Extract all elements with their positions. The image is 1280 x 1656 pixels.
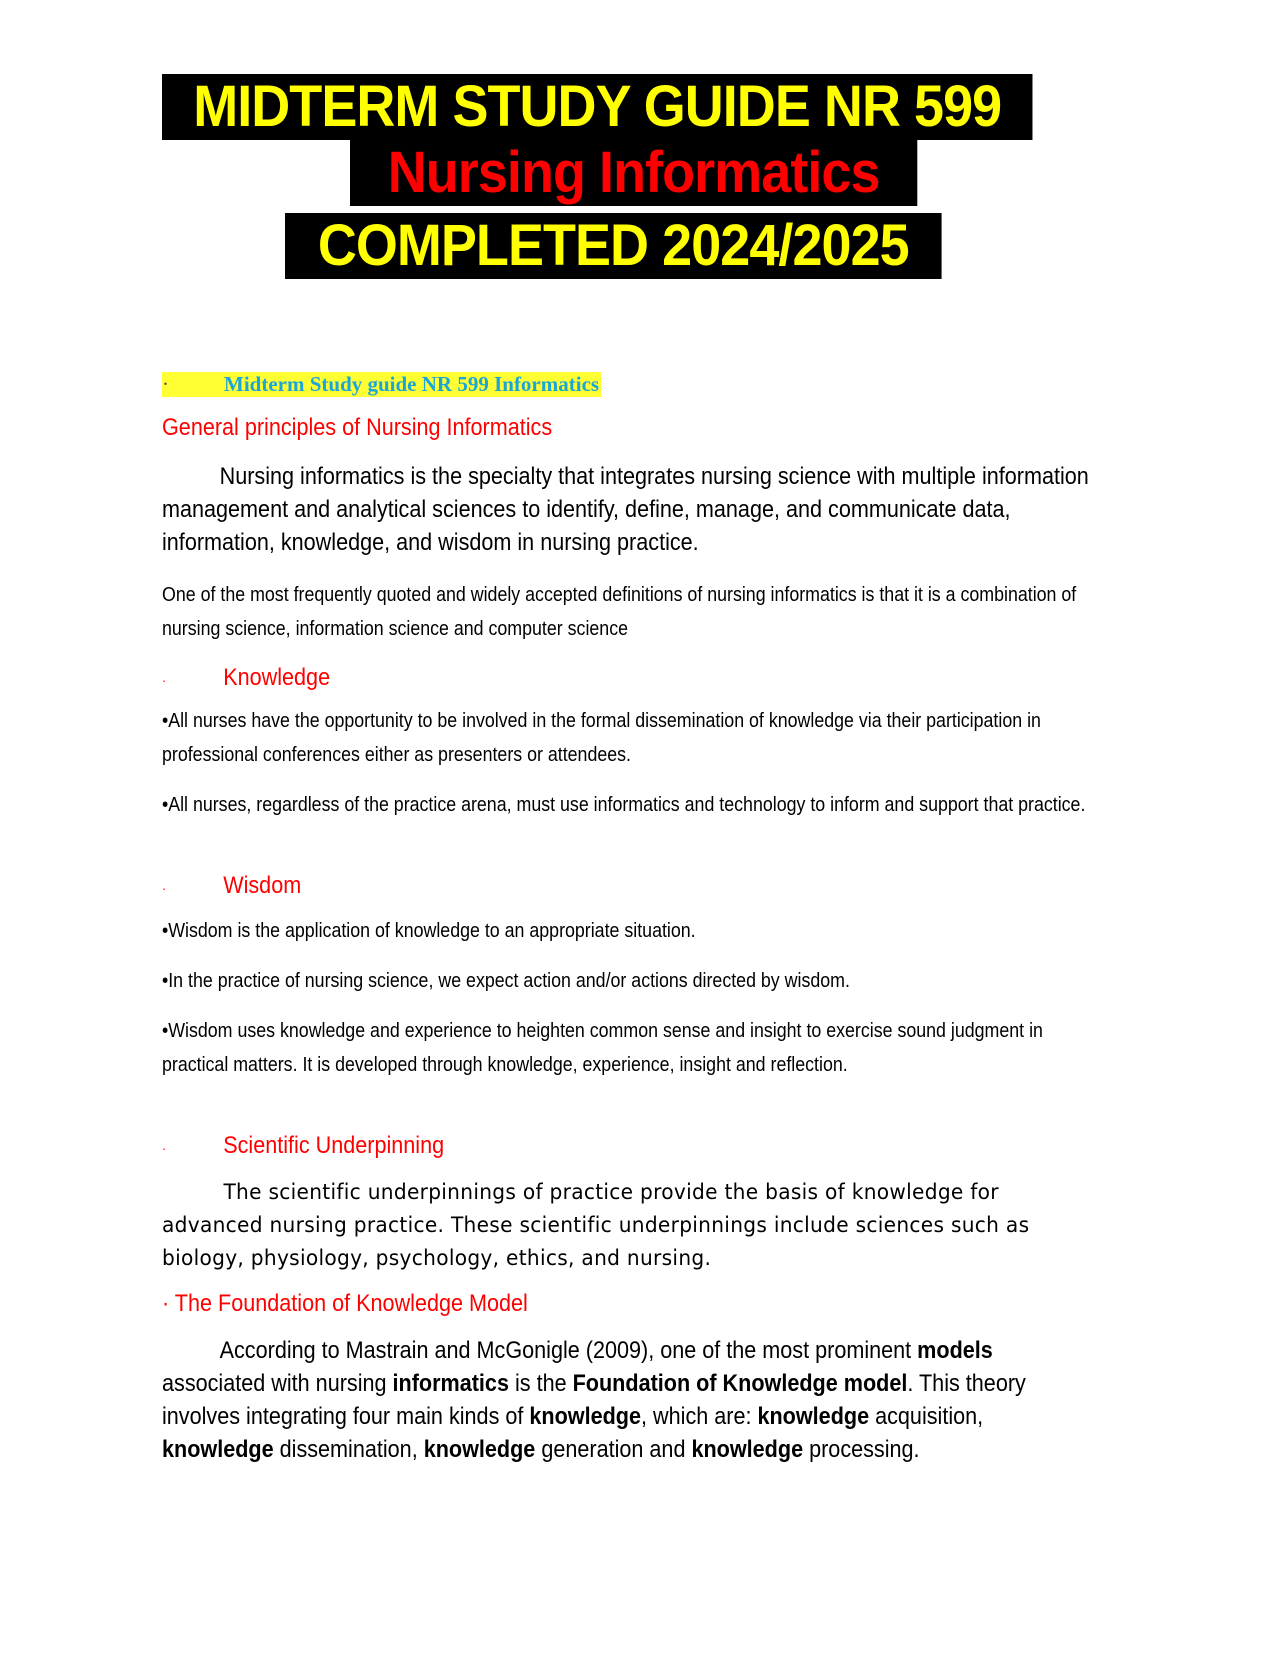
paragraph-text: Nursing informatics is the specialty that integrates nursing science with multiple information management and analytical sciences to identify, define, manage, and communicate data, information, knowledge, and wisdom in nursing practice. [162,463,1089,556]
knowledge-item-2: •All nurses, regardless of the practice arena, must use informatics and technology to inform and support that practice. [162,794,1086,816]
wisdom-item-1: •Wisdom is the application of knowledge to an appropriate situation. [162,920,696,942]
heading-text: Wisdom [223,872,302,899]
scientific-paragraph [162,1176,1064,1275]
heading-text: The Foundation of Knowledge Model [174,1290,528,1317]
bullet-dot: · [162,880,167,896]
section-heading-wisdom [162,872,1008,900]
title-line-2: Nursing Informatics [350,140,917,206]
section-heading-knowledge [162,664,1008,692]
bullet-dot: · [162,372,169,396]
highlighted-subtitle [162,372,601,397]
paragraph-text: The scientific underpinnings of practice provide the basis of knowledge for advanced nursing practice. These scientific underpinnings include sciences such as biology, physiology, psychology, ethics, and nursing. [162,1180,1030,1270]
subtitle-text: Midterm Study guide NR 599 Informatics [224,372,600,396]
wisdom-item-3: •Wisdom uses knowledge and experience to heighten common sense and insight to exercise sound judgment in practical matters. It is developed through knowledge, experience, insight and reflection. [162,1020,1043,1076]
wisdom-item-2: •In the practice of nursing science, we expect action and/or actions directed by wisdom. [162,970,850,992]
title-line-1: MIDTERM STUDY GUIDE NR 599 [162,74,1032,140]
bullet-dot: · [162,1140,167,1156]
general-paragraph-2: One of the most frequently quoted and widely accepted definitions of nursing informatics is that it is a combination of nursing science, information science and computer science [162,584,1077,640]
knowledge-item-1: •All nurses have the opportunity to be involved in the formal dissemination of knowledge via their participation in professional conferences either as presenters or attendees. [162,710,1041,766]
foundation-paragraph: According to Mastrain and McGonigle (2009), one of the most prominent models associated with nursing informatics is the Foundation of Knowledge model. This theory involves integrating four main kinds of knowledge, which are: knowledge acquisition, knowledge dissemination, knowledge generation and knowledge processing. [162,1337,1026,1463]
section-heading-foundation [162,1290,1008,1318]
bullet-dot: · [162,672,167,688]
title-line-3: COMPLETED 2024/2025 [285,213,942,279]
section-heading-general: General principles of Nursing Informatics [162,414,553,441]
section-heading-scientific [162,1132,1008,1160]
heading-text: Scientific Underpinning [223,1132,445,1159]
general-paragraph-1 [162,460,1098,559]
heading-text: Knowledge [223,664,331,691]
bullet-dot: · [162,1290,170,1317]
